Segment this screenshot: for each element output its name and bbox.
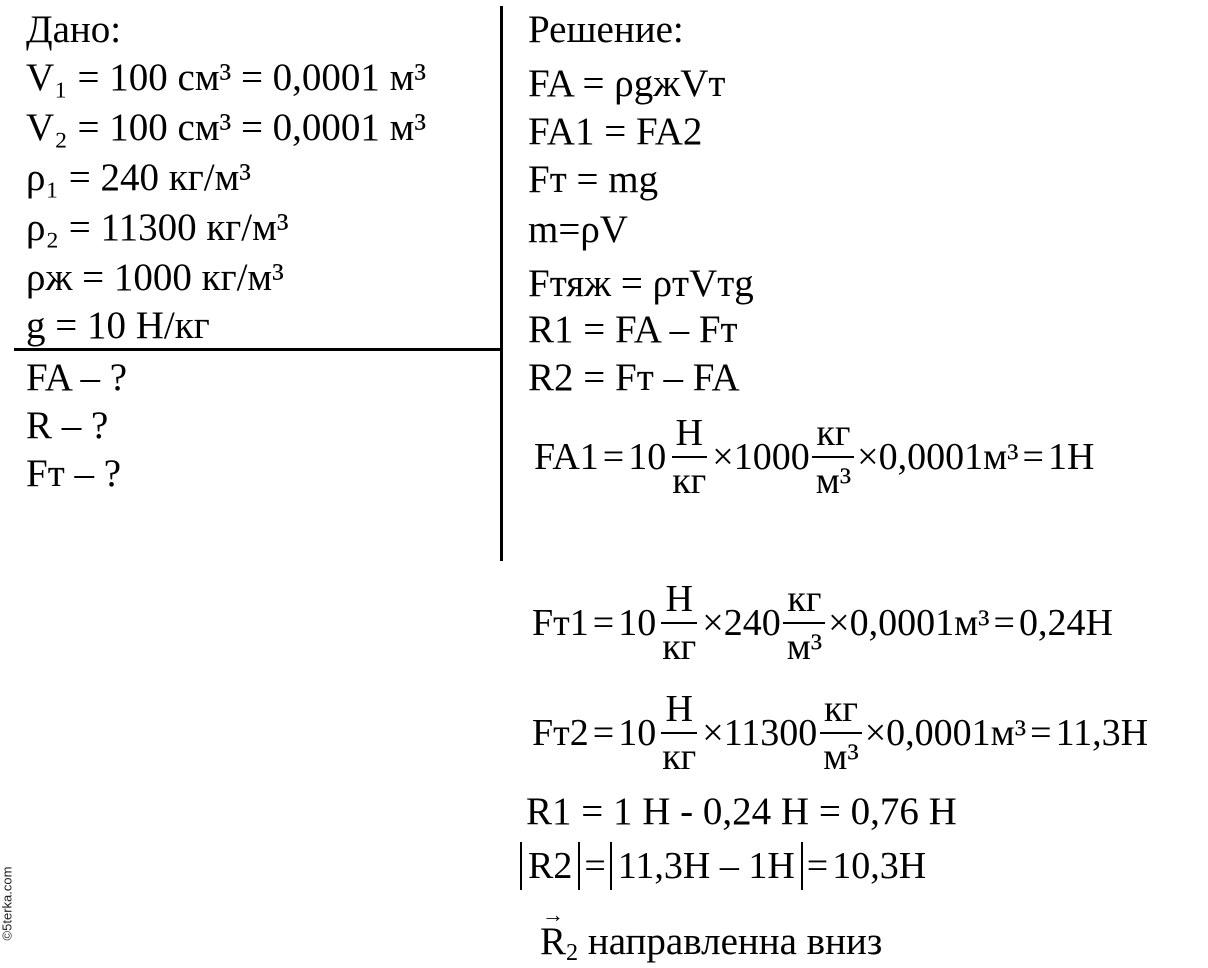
calc-fa1-unit1-num: Н [672,412,707,458]
calc-ft1 [532,578,1113,668]
formula-weight: Fтяж = ρтVтg [528,262,754,305]
result-r2-lhs: R2 [520,842,580,890]
calc-ft2-eq2: = [1030,712,1052,754]
find-fa: FA – ? [26,356,128,399]
calc-ft1-unit1 [658,578,700,668]
calc-ft1-times1: × [702,602,724,644]
calc-fa1-times2: × [857,436,879,478]
calc-fa1-lhs: FA1 [534,436,599,478]
calc-ft1-unit2 [783,578,826,668]
formula-r1: R1 = FA – Fт [528,308,738,351]
calc-ft1-result: 0,24Н [1018,602,1113,644]
formula-mass: m=ρV [528,208,628,251]
calc-ft1-c1: 10 [618,602,657,644]
direction-text: направленна вниз [587,920,883,963]
given-rho-liquid: ρж = 1000 кг/м³ [26,256,284,299]
find-r: R – ? [26,404,109,447]
result-r2-value: 10,3Н [832,845,927,887]
calc-fa1-c1: 10 [628,436,667,478]
vector-r [540,902,567,964]
formula-gravity: Fт = mg [528,158,659,201]
calc-ft2-unit2-num: кг [820,688,862,734]
calc-ft1-times2: × [828,602,850,644]
find-ft: Fт – ? [26,452,122,495]
horizontal-divider [14,348,502,351]
result-r2-abs: 11,3Н – 1Н [610,842,803,890]
calc-fa1 [534,412,1094,502]
calc-fa1-unit2 [812,412,855,502]
calc-ft2-unit1-num: Н [661,688,696,734]
calc-fa1-times1: × [712,436,734,478]
calc-ft2-unit1-den: кг [662,736,697,778]
calc-ft2-c1: 10 [618,712,657,754]
given-rho2: ρ₂ = 11300 кг/м³ [26,206,289,249]
calc-ft2-eq: = [592,712,615,754]
formula-r2: R2 = Fт – FA [528,356,740,399]
calc-ft1-unit2-num: кг [783,578,825,624]
formula-equal-forces: FA1 = FA2 [528,110,703,153]
calc-ft2-unit2-den: м³ [823,736,859,778]
calc-ft1-eq2: = [993,602,1015,644]
calc-ft1-lhs: Fт1 [532,602,589,644]
calc-fa1-eq: = [602,436,625,478]
calc-ft2-times2: × [864,712,887,754]
calc-fa1-unit1-den: кг [672,460,707,502]
calc-ft2-unit2 [819,688,862,778]
result-r1: R1 = 1 Н - 0,24 Н = 0,76 Н [526,790,957,833]
given-v1: V₁ = 100 см³ = 0,0001 м³ [26,56,427,99]
vertical-divider [500,6,503,561]
result-r2-eq: = [584,845,606,887]
calc-ft2-unit1 [658,688,700,778]
formula-archimedes: FA = ρgжVт [528,62,726,105]
calc-ft1-c2: 240 [723,602,781,644]
calc-ft1-unit1-den: кг [662,626,697,668]
calc-fa1-eq2: = [1022,436,1044,478]
given-heading: Дано: [26,8,122,51]
calc-ft1-eq: = [592,602,615,644]
calc-ft2-times1: × [702,712,724,754]
result-r2 [520,842,926,890]
vector-subscript: 2 [566,939,579,967]
given-v2: V₂ = 100 см³ = 0,0001 м³ [26,106,427,149]
calc-fa1-unit1 [668,412,710,502]
vector-symbol: R [540,920,567,963]
result-direction [540,902,883,967]
solution-heading: Решение: [528,8,684,51]
calc-fa1-c2: 1000 [733,436,810,478]
given-g: g = 10 Н/кг [26,304,210,347]
given-rho1: ρ₁ = 240 кг/м³ [26,156,251,199]
calc-ft2-c3: 0,0001м³ [886,712,1027,754]
result-r2-eq2: = [806,845,829,887]
vector-arrow-icon: → [542,902,564,927]
watermark: ©5terka.com [0,866,15,941]
calc-fa1-c3: 0,0001м³ [878,436,1019,478]
calc-ft1-c3: 0,0001м³ [849,602,990,644]
calc-fa1-unit2-den: м³ [815,460,852,502]
calc-ft2-c2: 11300 [723,712,818,754]
calc-ft1-unit2-den: м³ [786,626,823,668]
calc-ft2-result: 11,3Н [1055,712,1149,754]
calc-fa1-result: 1Н [1047,436,1095,478]
calc-ft1-unit1-num: Н [661,578,696,624]
calc-ft2-lhs: Fт2 [532,712,589,754]
calc-fa1-unit2-num: кг [812,412,854,458]
calc-ft2 [532,688,1148,778]
